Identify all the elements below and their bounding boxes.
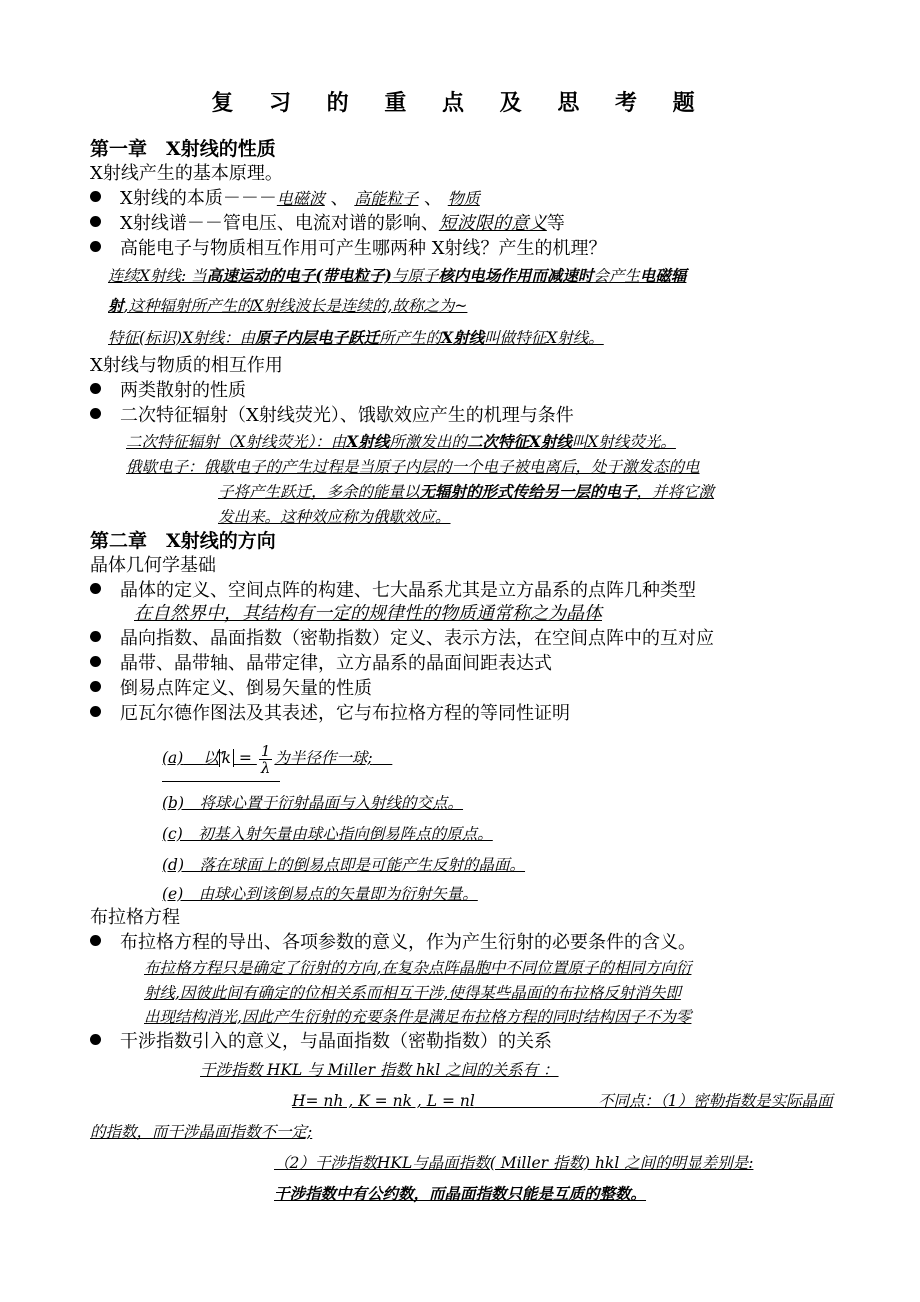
answer-auger-line-1: 俄歇电子：俄歇电子的产生过程是当原子内层的一个电子被电离后，处于激发态的电 (126, 458, 700, 476)
bullet-text: 布拉格方程的导出、各项参数的意义，作为产生衍射的必要条件的含义。 (120, 932, 696, 953)
section-bragg-equation: 布拉格方程 (90, 907, 180, 928)
answer-indices-formula: H= nh , K = nk , L = nl 不同点：（1）密勒指数是实际晶面 (292, 1092, 833, 1110)
answer-fluorescence: 二次特征辐射（X射线荧光）：由X射线所激发出的二次特征X射线叫X射线荧光。 (126, 432, 676, 451)
answer-auger-line-2: 子将产生跃迁，多余的能量以无辐射的形式传给另一层的电子，并将它激 (218, 482, 715, 501)
section-x-ray-generation: X射线产生的基本原理。 (90, 163, 283, 184)
underline-rule (162, 781, 280, 782)
bullet-miller-indices (90, 627, 714, 651)
answer-bragg-line-1: 布拉格方程只是确定了衍射的方向,在复杂点阵晶胞中不同位置原子的相同方向衍 (144, 959, 692, 977)
chapter-2-heading: 第二章 X射线的方向 (90, 530, 276, 552)
answer-indices-relation: 干涉指数 HKL 与 Miller 指数 hkl 之间的关系有 ： (200, 1061, 559, 1079)
section-crystal-geometry: 晶体几何学基础 (90, 555, 216, 576)
section-x-ray-matter-interaction: X射线与物质的相互作用 (90, 355, 283, 376)
bullet-text: 厄瓦尔德作图法及其表述，它与布拉格方程的等同性证明 (120, 703, 570, 724)
bullet-x-ray-spectrum (90, 212, 565, 236)
ewald-step-b: (b) 将球心置于衍射晶面与入射线的交点。 (162, 794, 464, 812)
answer-matter: 物质 (447, 189, 480, 208)
bullet-text: 晶体的定义、空间点阵的构建、七大晶系尤其是立方晶系的点阵几种类型 (120, 580, 696, 601)
ewald-step-d: (d) 落在球面上的倒易点即是可能产生反射的晶面。 (162, 856, 526, 874)
bullet-icon (90, 383, 101, 394)
answer-indices-conclusion: 干涉指数中有公约数，而晶面指数只能是互质的整数。 (274, 1184, 647, 1203)
bullet-icon (90, 408, 101, 419)
answer-short-wave-limit: 短波限的意义 (438, 213, 547, 234)
bullet-text: 二次特征辐射（X射线荧光）、饿歇效应产生的机理与条件 (120, 405, 574, 426)
answer-bragg-line-2: 射线,因彼此间有确定的位相关系而相互干涉,使得某些晶面的布拉格反射消失即 (144, 984, 681, 1002)
ewald-step-c: (c) 初基入射矢量由球心指向倒易阵点的原点。 (162, 825, 493, 843)
ewald-step-a: (a) 以 k = $\frac{1}{\lambda}$ 为半径作一球; (162, 741, 373, 777)
bullet-icon (90, 656, 101, 667)
separator: 、 (418, 188, 448, 209)
fraction-one-over-lambda: $\frac{1}{\lambda}$ (260, 741, 271, 777)
bullet-reciprocal-lattice (90, 677, 372, 701)
bullet-text: 干涉指数引入的意义，与晶面指数（密勒指数）的关系 (120, 1031, 552, 1052)
answer-high-energy-particle: 高能粒子 (354, 189, 419, 208)
bullet-bragg-derivation (90, 931, 696, 955)
bullet-text: 晶向指数、晶面指数（密勒指数）定义、表示方法，在空间点阵中的互对应 (120, 628, 714, 649)
bullet-icon (90, 706, 101, 717)
bullet-icon (90, 583, 101, 594)
answer-bragg-line-3: 出现结构消光,因此产生衍射的充要条件是满足布拉格方程的同时结构因子不为零 (144, 1008, 692, 1026)
bullet-text: X射线谱－－管电压、电流对谱的影响、 (120, 213, 439, 234)
answer-continuous-x-ray-cont: 射,这种辐射所产生的X射线波长是连续的,故称之为~ (108, 296, 468, 315)
bullet-zone-law (90, 652, 552, 676)
answer-indices-difference-1: 的指数，而干涉晶面指数不一定; (90, 1123, 313, 1141)
answer-em-wave: 电磁波 (276, 189, 325, 208)
bullet-text: X射线的本质－－－ (120, 188, 277, 209)
bullet-icon (90, 216, 101, 227)
bullet-ewald-construction (90, 702, 570, 726)
ewald-step-e: (e) 由球心到该倒易点的矢量即为衍射矢量。 (162, 885, 478, 903)
bullet-icon (90, 935, 101, 946)
bullet-text: 晶带、晶带轴、晶带定律，立方晶系的晶面间距表达式 (120, 653, 552, 674)
chapter-1-heading: 第一章 X射线的性质 (90, 138, 276, 160)
bullet-fluorescence-auger (90, 404, 574, 428)
bullet-icon (90, 1034, 101, 1045)
separator: 、 (324, 188, 355, 209)
bullet-icon (90, 631, 101, 642)
answer-crystal-definition: 在自然界中，其结构有一定的规律性的物质通常称之为晶体 (134, 603, 602, 624)
answer-continuous-x-ray: 连续X射线: 当高速运动的电子(带电粒子)与原子核内电场作用而减速时会产生电磁辐 (108, 266, 687, 285)
answer-indices-difference-2: （2）干涉指数HKL与晶面指数( Miller 指数) hkl 之间的明显差别是: (274, 1154, 754, 1172)
bullet-icon (90, 191, 101, 202)
bullet-text: 两类散射的性质 (120, 380, 246, 401)
answer-characteristic-x-ray: 特征(标识)X射线：由原子内层电子跃迁所产生的X射线叫做特征X射线。 (108, 328, 604, 347)
bullet-scattering (90, 379, 246, 403)
page-title: 复 习 的 重 点 及 思 考 题 (211, 90, 709, 116)
answer-auger-line-3: 发出来。这种效应称为俄歇效应。 (218, 508, 451, 526)
vector-k-magnitude: k (219, 749, 234, 767)
bullet-interference-indices (90, 1030, 552, 1054)
bullet-text: 倒易点阵定义、倒易矢量的性质 (120, 678, 372, 699)
bullet-text-end: 等 (546, 213, 565, 234)
bullet-icon (90, 241, 101, 252)
bullet-x-ray-nature (90, 187, 480, 211)
bullet-two-x-ray-types (90, 237, 607, 261)
bullet-icon (90, 681, 101, 692)
bullet-text: 高能电子与物质相互作用可产生哪两种 X射线？产生的机理？ (120, 238, 607, 259)
bullet-crystal-definition (90, 579, 696, 603)
